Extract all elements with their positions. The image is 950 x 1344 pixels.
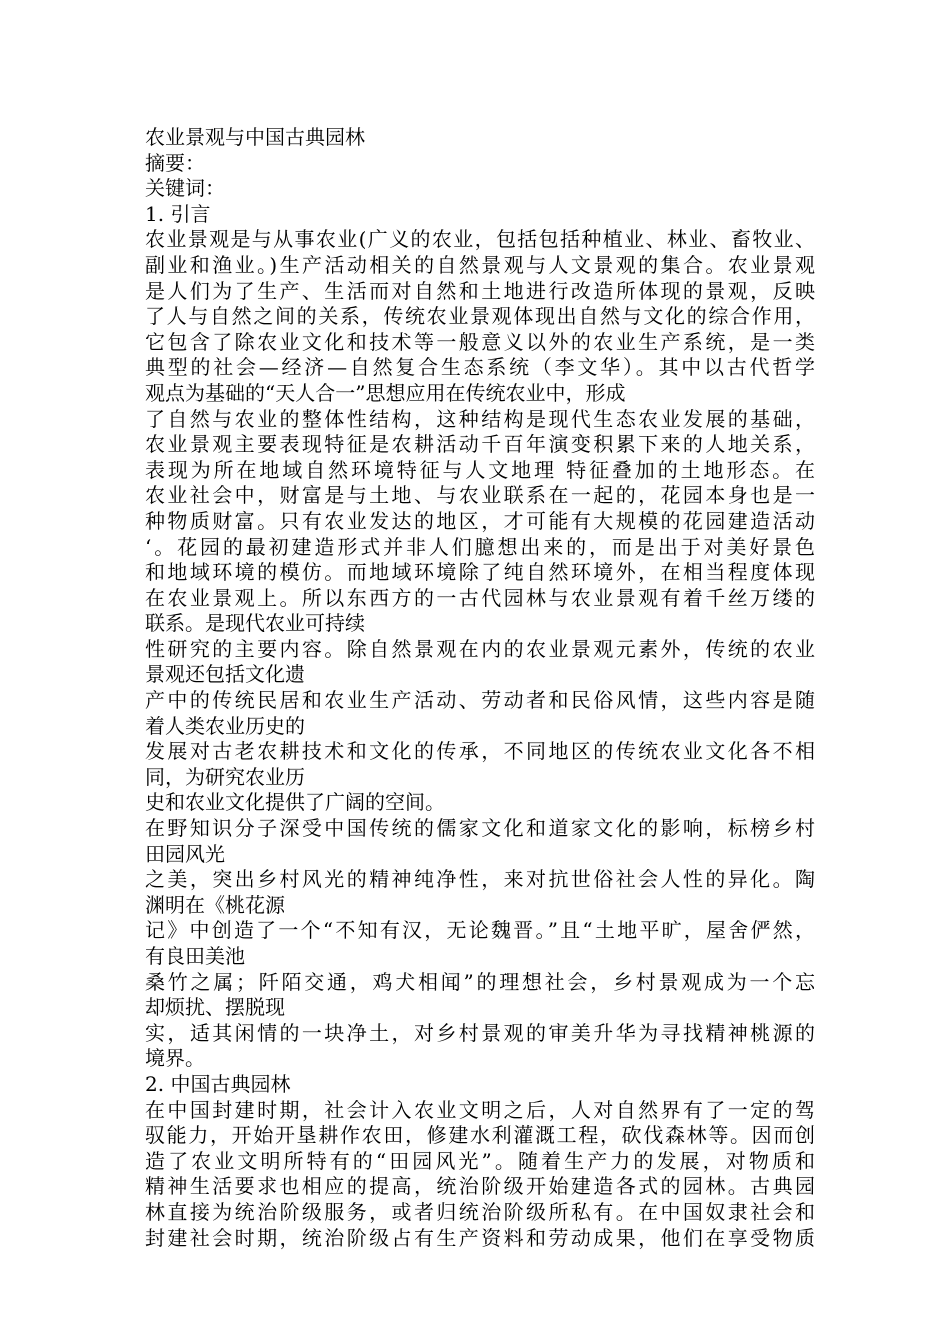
body-line: 之美，突出乡村风光的精神纯净性，来对抗世俗社会人性的异化。陶: [145, 867, 815, 892]
body-line: 精神生活要求也相应的提高，统治阶级开始建造各式的园林。古典园: [145, 1174, 815, 1199]
body-line: 在中国封建时期，社会计入农业文明之后，人对自然界有了一定的驾: [145, 1097, 815, 1122]
body-line: 史和农业文化提供了广阔的空间。: [145, 790, 445, 815]
body-line: 典型的社会—经济—自然复合生态系统（李文华）。其中以古代哲学: [145, 355, 815, 380]
body-line: 田园风光: [145, 841, 225, 866]
body-line: 发展对古老农耕技术和文化的传承，不同地区的传统农业文化各不相: [145, 739, 815, 764]
body-line: ‘。花园的最初建造形式并非人们臆想出来的，而是出于对美好景色: [145, 534, 815, 559]
body-line: 境界。: [145, 1046, 205, 1071]
body-line: 同，为研究农业历: [145, 764, 305, 789]
body-line: 种物质财富。只有农业发达的地区，才可能有大规模的花园建造活动: [145, 508, 815, 533]
body-line: 性研究的主要内容。除自然景观在内的农业景观元素外，传统的农业: [145, 636, 815, 661]
section-2-heading: 2. 中国古典园林: [145, 1071, 291, 1096]
body-line: 造了农业文明所特有的“田园风光”。随着生产力的发展，对物质和: [145, 1148, 815, 1173]
body-line: 在农业景观上。所以东西方的一古代园林与农业景观有着千丝万缕的: [145, 585, 815, 610]
document-title: 农业景观与中国古典园林: [145, 125, 365, 149]
abstract-label: 摘要：: [145, 150, 205, 175]
body-line: 农业社会中，财富是与土地、与农业联系在一起的，花园本身也是一: [145, 483, 815, 508]
body-line: 它包含了除农业文化和技术等一般意义以外的农业生产系统，是一类: [145, 329, 815, 354]
body-line: 联系。是现代农业可持续: [145, 611, 365, 636]
body-line: 农业景观是与从事农业(广义的农业，包括包括种植业、林业、畜牧业、: [145, 227, 815, 252]
body-line: 了人与自然之间的关系，传统农业景观体现出自然与文化的综合作用，: [145, 304, 815, 329]
body-line: 表现为所在地域自然环境特征与人文地理 特征叠加的土地形态。在: [145, 457, 815, 482]
body-line: 农业景观主要表现特征是农耕活动千百年演变积累下来的人地关系，: [145, 432, 815, 457]
body-line: 在野知识分子深受中国传统的儒家文化和道家文化的影响，标榜乡村: [145, 816, 815, 841]
body-line: 观点为基础的“天人合一”思想应用在传统农业中，形成: [145, 380, 626, 405]
body-line: 渊明在《桃花源: [145, 892, 285, 917]
body-line: 着人类农业历史的: [145, 713, 305, 738]
body-line: 驭能力，开始开垦耕作农田，修建水利灌溉工程，砍伐森林等。因而创: [145, 1123, 815, 1148]
keywords-label: 关键词：: [145, 176, 225, 201]
body-line: 封建社会时期，统治阶级占有生产资料和劳动成果，他们在享受物质: [145, 1225, 815, 1250]
body-line: 产中的传统民居和农业生产活动、劳动者和民俗风情，这些内容是随: [145, 688, 815, 713]
document-page: [145, 125, 815, 1251]
body-line: 却烦扰、摆脱现: [145, 995, 285, 1020]
body-line: 实，适其闲情的一块净土，对乡村景观的审美升华为寻找精神桃源的: [145, 1020, 815, 1045]
body-line: 记》中创造了一个“不知有汉，无论魏晋。”且“土地平旷，屋舍俨然，: [145, 918, 815, 943]
body-line: 有良田美池: [145, 944, 245, 968]
body-line: 副业和渔业。)生产活动相关的自然景观与人文景观的集合。农业景观: [145, 252, 815, 277]
body-line: 桑竹之属；阡陌交通，鸡犬相闻”的理想社会，乡村景观成为一个忘: [145, 969, 815, 994]
section-1-heading: 1. 引言: [145, 201, 211, 226]
body-line: 了自然与农业的整体性结构，这种结构是现代生态农业发展的基础，: [145, 406, 815, 431]
body-line: 是人们为了生产、生活而对自然和土地进行改造所体现的景观，反映: [145, 278, 815, 303]
body-line: 景观还包括文化遗: [145, 662, 305, 687]
body-line: 和地域环境的模仿。而地域环境除了纯自然环境外，在相当程度体现: [145, 560, 815, 585]
body-line: 林直接为统治阶级服务，或者归统治阶级所私有。在中国奴隶社会和: [145, 1199, 815, 1224]
